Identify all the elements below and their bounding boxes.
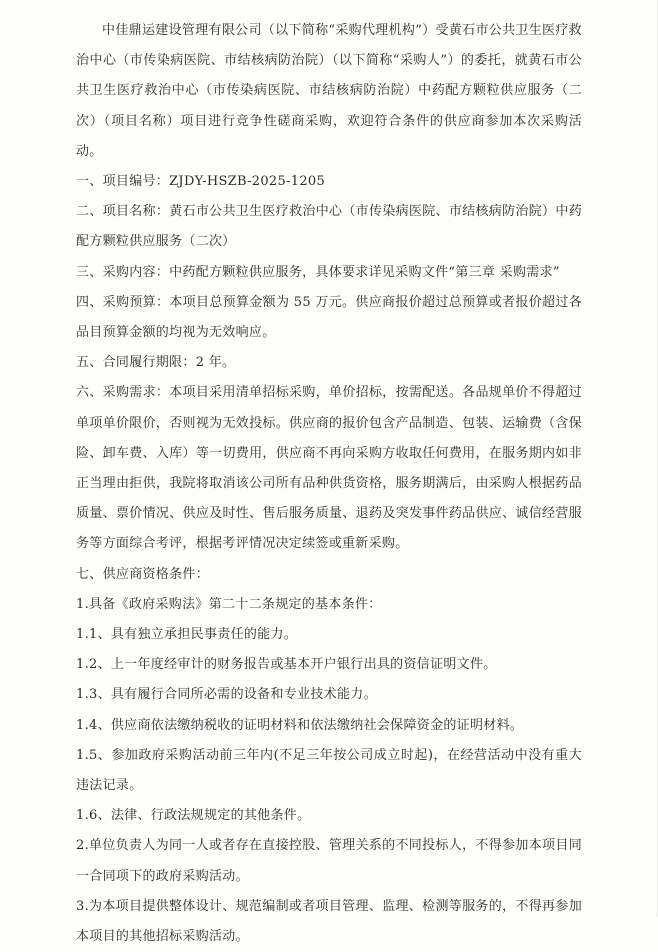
procurement-budget: 四、采购预算：本项目总预算金额为 55 万元。供应商报价超过总预算或者报价超过各品目预算金额的均视为无效响应。 (76, 294, 582, 341)
qualification-heading: 七、供应商资格条件： (76, 566, 210, 582)
contract-period: 五、合同履行期限：2 年。 (76, 355, 236, 371)
qualification-item: 1.具备《政府采购法》第二十二条规定的基本条件： (76, 596, 382, 612)
qualification-item: 1.2、上一年度经审计的财务报告或基本开户银行出具的资信证明文件。 (76, 657, 497, 673)
intro-paragraph: 中佳鼎运建设管理有限公司（以下简称“采购代理机构”）受黄石市公共卫生医疗救治中心（市传染病医院、市结核病防治院）（以下简称“采购人”）的委托，就黄石市公共卫生医疗救治中心（市传染病医院、市结核病防治院）中药配方颗粒供应服务（二次）（项目名称）项目进行竞争性磋商采购，欢迎符合条件的供应商参加本次采购活动。 (76, 23, 582, 159)
document-body (76, 16, 582, 952)
qualification-item: 3.为本项目提供整体设计、规范编制或者项目管理、监理、检测等服务的，不得再参加本项目的其他招标采购活动。 (76, 898, 582, 945)
qualification-item: 1.5、参加政府采购活动前三年内(不足三年按公司成立时起)，在经营活动中没有重大违法记录。 (76, 747, 582, 794)
procurement-content: 三、采购内容：中药配方颗粒供应服务，具体要求详见采购文件“第三章 采购需求” (76, 264, 560, 280)
project-name: 二、项目名称：黄石市公共卫生医疗救治中心（市传染病医院、市结核病防治院）中药配方颗粒供应服务（二次） (76, 204, 582, 250)
qualification-item: 2.单位负责人为同一人或者存在直接控股、管理关系的不同投标人，不得参加本项目同一合同项下的政府采购活动。 (76, 838, 582, 884)
qualification-item: 1.6、法律、行政法规规定的其他条件。 (76, 808, 311, 824)
qualification-item: 1.4、供应商依法缴纳税收的证明材料和依法缴纳社会保障资金的证明材料。 (76, 717, 524, 733)
qualification-item: 1.1、具有独立承担民事责任的能力。 (76, 627, 298, 643)
qualification-item: 1.3、具有履行合同所必需的设备和专业技术能力。 (76, 687, 377, 703)
procurement-requirements: 六、采购需求：本项目采用清单招标采购，单价招标，按需配送。各品规单价不得超过单项单价限价，否则视为无效投标。供应商的报价包含产品制造、包装、运输费（含保险、卸车费、入库）等一切费用，供应商不再向采购方收取任何费用，在服务期内如非正当理由拒供，我院将取消该公司所有品种供货资格，服务期满后，由采购人根据药品质量、票价情况、供应及时性、售后服务质量、退药及突发事件药品供应、诚信经营服务等方面综合考评，根据考评情况决定续签或重新采购。 (76, 385, 582, 552)
project-number: 一、项目编号：ZJDY-HSZB-2025-1205 (76, 174, 326, 190)
